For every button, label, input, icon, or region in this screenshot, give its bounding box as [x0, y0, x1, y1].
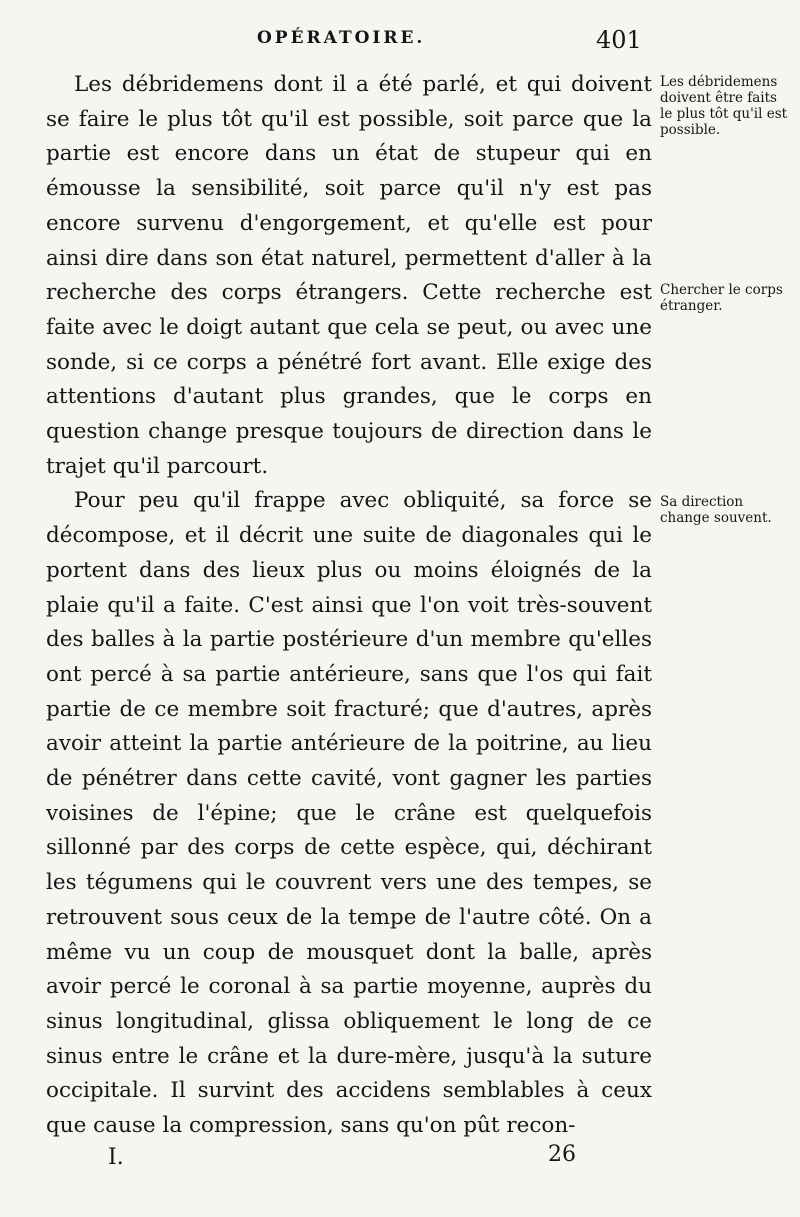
margin-note: Chercher le corps étranger.	[660, 282, 783, 314]
page-number: 401	[596, 26, 642, 54]
body-text	[46, 68, 652, 1144]
signature-mark: I.	[108, 1145, 124, 1170]
signature-number: 26	[548, 1142, 576, 1167]
margin-note: Sa direction change souvent.	[660, 494, 772, 526]
running-head: OPÉRATOIRE.	[257, 28, 426, 48]
paragraph: Les débridemens dont il a été parlé, et qui doivent se faire le plus tôt qu'il est possible, soit parce que la partie est encore dans un état de stupeur qui en émousse la sensibilité, soit parce qu'il n'y est pas encore survenu d'engorgement, et qu'elle est pour ainsi dire dans son état naturel, permettent d'aller à la recherche des corps étrangers. Cette recherche est faite avec le doigt autant que cela se peut, ou avec une sonde, si ce corps a pénétré fort avant. Elle exige des attentions d'autant plus grandes, que le corps en question change presque toujours de direction dans le trajet qu'il parcourt.	[46, 72, 652, 479]
margin-note: Les débridemens doivent être faits le plus tôt qu'il est possible.	[660, 74, 788, 138]
paragraph: Pour peu qu'il frappe avec obliquité, sa force se décompose, et il décrit une suite de diagonales qui le portent dans des lieux plus ou moins éloignés de la plaie qu'il a faite. C'est ainsi que l'on voit très-souvent des balles à la partie postérieure d'un membre qu'elles ont percé à sa partie antérieure, sans que l'os qui fait partie de ce membre soit fracturé; que d'autres, après avoir atteint la partie antérieure de la poitrine, au lieu de pénétrer dans cette cavité, vont gagner les parties voisines de l'épine; que le crâne est quelquefois sillonné par des corps de cette espèce, qui, déchirant les tégumens qui le couvrent vers une des tempes, se retrouvent sous ceux de la tempe de l'autre côté. On a même vu un coup de mousquet dont la balle, après avoir percé le coronal à sa partie moyenne, auprès du sinus longitudinal, glissa obliquement le long de ce sinus entre le crâne et la dure-mère, jusqu'à la suture occipitale. Il survint des accidens semblables à ceux que cause la compression, sans qu'on pût recon-	[46, 488, 652, 1139]
